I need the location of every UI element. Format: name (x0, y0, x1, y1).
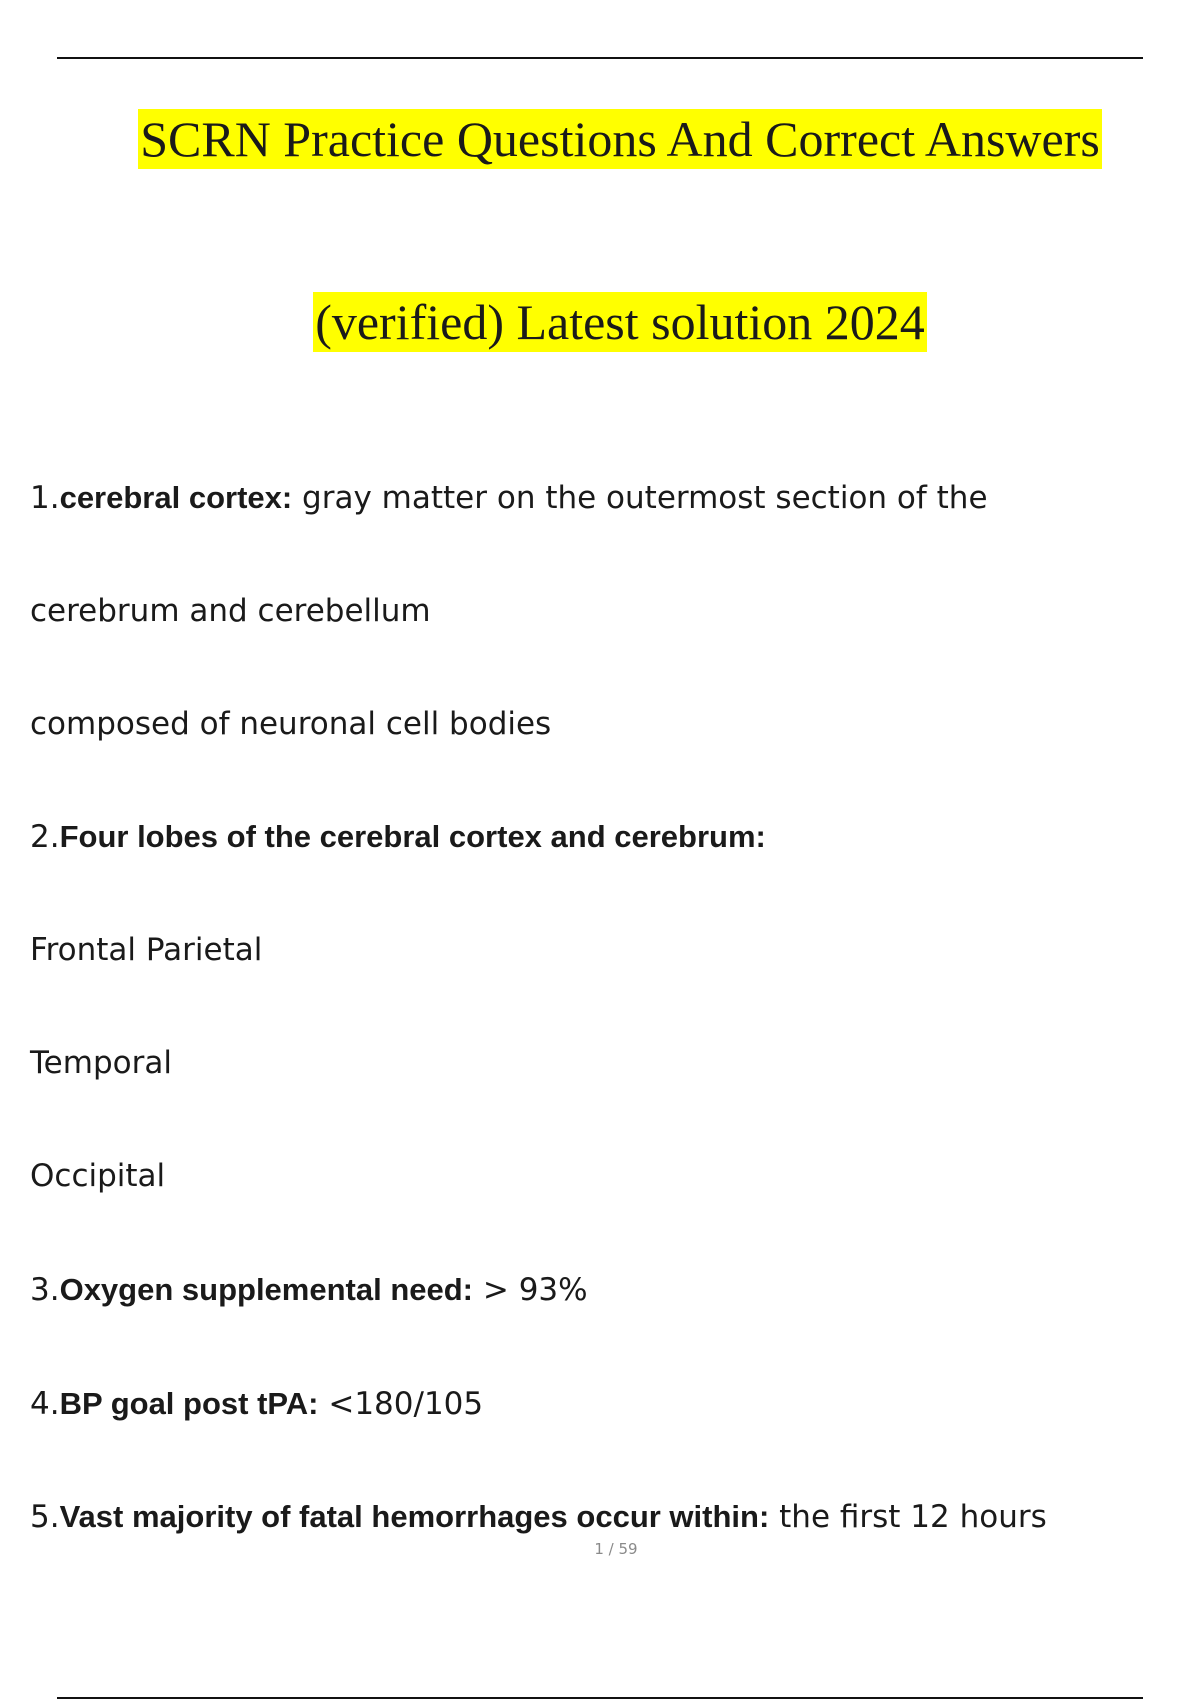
title-highlight-2: (verified) Latest solution 2024 (315, 294, 925, 350)
question-number: 2. (30, 819, 60, 855)
answer-line: Frontal Parietal (30, 932, 263, 968)
question-number: 3. (30, 1272, 60, 1308)
answer-line: cerebrum and cerebellum (30, 593, 431, 629)
question-number: 4. (30, 1386, 60, 1422)
answer-text: > 93% (473, 1272, 588, 1308)
question-term: Four lobes of the cerebral cortex and cerebrum: (59, 819, 766, 854)
question-2 (30, 817, 766, 857)
page-indicator: 1 / 59 (594, 1540, 638, 1558)
answer-text: the first 12 hours (769, 1499, 1047, 1535)
question-3 (30, 1270, 588, 1310)
question-term: Oxygen supplemental need: (59, 1272, 474, 1307)
answer-line: composed of neuronal cell bodies (30, 706, 552, 742)
question-number: 5. (30, 1499, 60, 1535)
question-term: cerebral cortex: (59, 480, 293, 515)
question-term: Vast majority of fatal hemorrhages occur within: (59, 1499, 770, 1534)
question-term: BP goal post tPA: (59, 1386, 319, 1421)
bottom-rule (57, 1697, 1143, 1699)
title-highlight-1: SCRN Practice Questions And Correct Answers (140, 111, 1100, 167)
top-rule (57, 57, 1143, 59)
answer-line: Temporal (30, 1045, 172, 1081)
answer-text: gray matter on the outermost section of the (292, 480, 988, 516)
question-1 (30, 478, 988, 518)
document-title-line-2 (0, 294, 1200, 350)
question-5 (30, 1497, 1047, 1537)
document-title-line-1 (0, 111, 1200, 167)
answer-line: Occipital (30, 1158, 166, 1194)
question-number: 1. (30, 480, 60, 516)
answer-text: <180/105 (318, 1386, 484, 1422)
question-4 (30, 1384, 483, 1424)
